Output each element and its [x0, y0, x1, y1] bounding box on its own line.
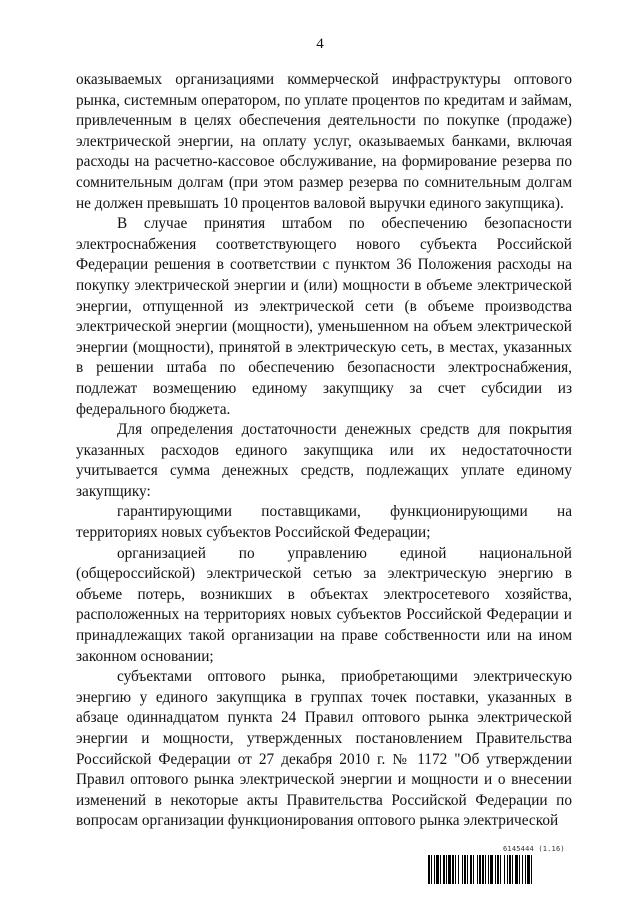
barcode-bar — [458, 855, 459, 884]
list-item-market-subjects: субъектами оптового рынка, приобретающими электрическую энергию у единого закупщика в группах точек поставки, указанных в абзаце одиннадцатом пункта 24 Правил оптового рынка электрической энергии и мощности, утвержденных постановлением Правительства Российской Федерации от 27 декабря 2010 г. № 1172 "Об утверждении Правил оптового рынка электрической энергии и мощности и о внесении изменений в некоторые акты Правительства Российской Федерации по вопросам организации функционирования оптового рынка электрической — [76, 668, 572, 830]
barcode-bar — [464, 855, 466, 884]
barcode-bar — [490, 855, 493, 884]
barcode-bar — [495, 855, 496, 884]
barcode-bar — [446, 855, 447, 884]
barcode-image — [428, 855, 574, 884]
barcode-bar — [515, 855, 518, 884]
barcode-bar — [507, 855, 508, 884]
barcode-bar — [436, 855, 439, 884]
document-body — [76, 70, 572, 832]
barcode-bar — [467, 855, 468, 884]
barcode-bar — [440, 855, 441, 884]
barcode-bar — [531, 855, 532, 884]
barcode-bar — [522, 855, 523, 884]
barcode-bar — [497, 855, 499, 884]
barcode-bar — [473, 855, 474, 884]
barcode-bar — [479, 855, 481, 884]
barcode-bar — [452, 855, 454, 884]
barcode-bar — [482, 855, 484, 884]
page-number: 4 — [316, 36, 324, 52]
barcode-bar — [485, 855, 486, 884]
barcode-bar — [488, 855, 489, 884]
barcode-bar — [443, 855, 445, 884]
barcode-bar — [477, 855, 478, 884]
barcode-bar — [431, 855, 432, 884]
barcode-bar — [470, 855, 472, 884]
document-code: 6145444 (1.16) — [503, 845, 565, 853]
list-item-suppliers: гарантирующими поставщиками, функционирующими на территориях новых субъектов Российской Федерации; — [76, 503, 572, 542]
barcode-bar — [434, 855, 435, 884]
paragraph-staff-decision: В случае принятия штабом по обеспечению безопасности электроснабжения соответствующего нового субъекта Российской Федерации решения в соответствии с пунктом 36 Положения расходы на покупку электрической энергии и (или) мощности в объеме электрической энергии, отпущенной из электрической сети (в объеме производства электрической энергии (мощности), уменьшенном на объем электрической энергии (мощности), принятой в электрическую сеть, в местах, указанных в решении штаба по обеспечению безопасности электроснабжения, подлежат возмещению единому закупщику за счет субсидии из федерального бюджета. — [76, 215, 572, 418]
paragraph-sufficiency: Для определения достаточности денежных средств для покрытия указанных расходов единого закупщика или их недостаточности учитывается сумма денежных средств, подлежащих уплате единому закупщику: — [76, 421, 572, 500]
barcode-bar — [519, 855, 520, 884]
paragraph-continuation: оказываемых организациями коммерческой инфраструктуры оптового рынка, системным оператором, по уплате процентов по кредитам и займам, привлеченным в целях обеспечения деятельности по покупке (продаже) электрической энергии, на оплату услуг, оказываемых банками, включая расходы на расчетно-кассовое обслуживание, на формирование резерва по сомнительным долгам (при этом размер резерва по сомнительным долгам не должен превышать 10 процентов валовой выручки единого закупщика). — [76, 71, 572, 212]
barcode-bar — [500, 855, 501, 884]
list-item-grid-organization: организацией по управлению единой национальной (общероссийской) электрической сетью за электрическую энергию в объеме потерь, возникших в объектах электросетевого хозяйства, расположенных на территориях новых субъектов Российской Федерации и принадлежащих такой организации на праве собственности или на ином законном основании; — [76, 544, 572, 665]
barcode-bar — [527, 855, 530, 884]
barcode-bar — [512, 855, 513, 884]
barcode-bar — [525, 855, 526, 884]
barcode-bar — [509, 855, 511, 884]
barcode-bar — [448, 855, 451, 884]
barcode-bar — [504, 855, 505, 884]
barcode-bar — [455, 855, 456, 884]
barcode-bar — [462, 855, 463, 884]
barcode-bar — [428, 855, 430, 884]
